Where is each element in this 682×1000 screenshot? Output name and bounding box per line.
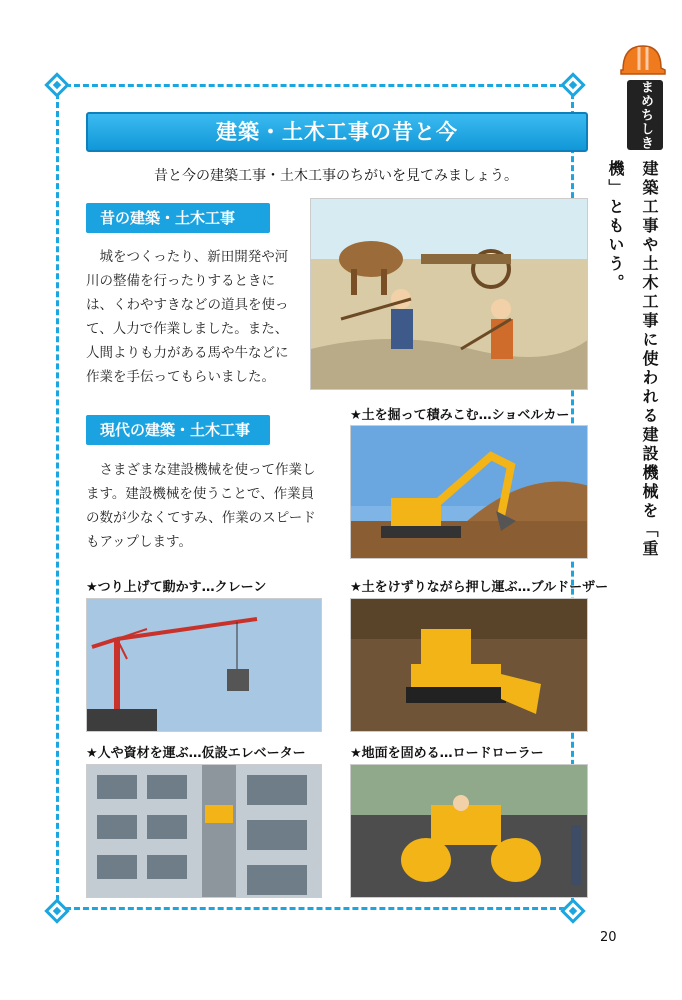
trivia-tab: まめちしき xyxy=(627,80,663,150)
shovel-photo xyxy=(350,425,588,559)
bulldozer-photo xyxy=(350,598,588,732)
roller-photo xyxy=(350,764,588,898)
modern-section-text: さまざまな建設機械を使って作業します。建設機械を使うことで、作業員の数が少なくてすみ、作業のスピードもアップします。 xyxy=(86,462,316,550)
old-construction-illustration xyxy=(310,198,588,390)
elevator-photo xyxy=(86,764,322,898)
page-number: 20 xyxy=(600,930,617,945)
helmet-icon xyxy=(617,40,667,80)
roller-caption: ★地面を固める…ロードローラー xyxy=(350,746,544,761)
old-section-heading: 昔の建築・土木工事 xyxy=(86,203,270,233)
trivia-text: 建築工事や土木工事に使われる建設機械を「重機」ともいう。 xyxy=(606,160,659,559)
elevator-caption: ★人や資材を運ぶ…仮設エレベーター xyxy=(86,746,306,761)
page-title: 建築・土木工事の昔と今 xyxy=(86,112,588,152)
bulldozer-caption: ★土をけずりながら押し運ぶ…ブルドーザー xyxy=(350,580,609,595)
crane-photo xyxy=(86,598,322,732)
shovel-caption: ★土を掘って積みこむ…ショベルカー xyxy=(350,408,570,423)
modern-section-heading: 現代の建築・土木工事 xyxy=(86,415,270,445)
crane-caption: ★つり上げて動かす…クレーン xyxy=(86,580,267,595)
page-subtitle: 昔と今の建築工事・土木工事のちがいを見てみましょう。 xyxy=(154,168,518,184)
old-section-text: 城をつくったり、新田開発や河川の整備を行ったりするときには、くわやすきなどの道具を使って、人力で作業しました。また、人間よりも力がある馬や牛などに作業を手伝ってもらいました。 xyxy=(86,249,289,385)
